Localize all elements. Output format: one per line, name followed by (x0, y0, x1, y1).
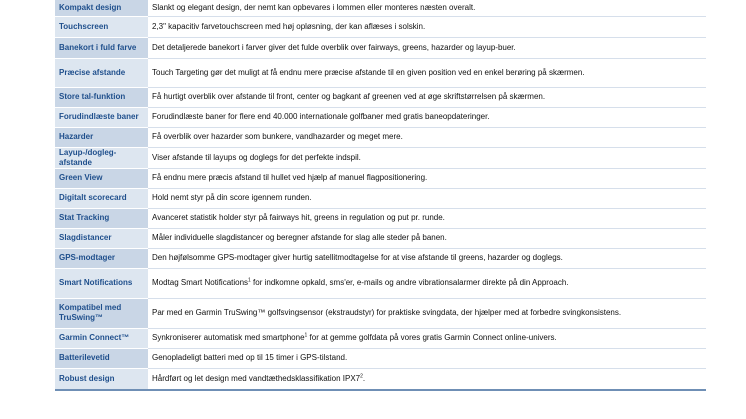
table-row (55, 168, 706, 188)
feature-name: Digitalt scorecard (55, 188, 148, 208)
feature-name: Slagdistancer (55, 228, 148, 248)
feature-table-container (55, 0, 706, 391)
feature-name: Stat Tracking (55, 208, 148, 228)
table-row (55, 127, 706, 147)
feature-description (148, 268, 706, 298)
table-row (55, 37, 706, 58)
feature-description: Det detaljerede banekort i farver giver det fulde overblik over fairways, greens, hazarder og layup-buer. (148, 37, 706, 58)
table-row (55, 147, 706, 168)
feature-name: Præcise afstande (55, 58, 148, 87)
feature-name: Layup-/dogleg-afstande (55, 147, 148, 168)
table-row (55, 16, 706, 37)
feature-description: 2,3" kapacitiv farvetouchscreen med høj opløsning, der kan aflæses i solskin. (148, 16, 706, 37)
table-row (55, 87, 706, 107)
feature-name: Forudindlæste baner (55, 107, 148, 127)
table-row (55, 298, 706, 328)
feature-description: Par med en Garmin TruSwing™ golfsvingsensor (ekstraudstyr) for praktiske svingdata, der hjælper med at forbedre svingkonsistens. (148, 298, 706, 328)
feature-name: Kompakt design (55, 0, 148, 16)
footnote-marker: 1 (304, 332, 308, 339)
feature-description: Få hurtigt overblik over afstande til front, center og bagkant af greenen ved at øge skriftstørrelsen på skærmen. (148, 87, 706, 107)
footnote-marker: 2 (360, 373, 363, 380)
feature-name: GPS-modtager (55, 248, 148, 268)
feature-name: Touchscreen (55, 16, 148, 37)
feature-description: Hold nemt styr på din score igennem runden. (148, 188, 706, 208)
table-row (55, 348, 706, 368)
feature-name: Batterilevetid (55, 348, 148, 368)
table-row (55, 368, 706, 390)
feature-name: Banekort i fuld farve (55, 37, 148, 58)
feature-description: Slankt og elegant design, der nemt kan opbevares i lommen eller monteres næsten overalt. (148, 0, 706, 16)
feature-description: Touch Targeting gør det muligt at få endnu mere præcise afstande til en given position ved en enkel berøring på skærmen. (148, 58, 706, 87)
feature-name: Green View (55, 168, 148, 188)
feature-table (55, 0, 706, 391)
desc-part: Synkroniserer automatisk med smartphone (152, 333, 305, 342)
feature-description: Forudindlæste baner for flere end 40.000 internationale golfbaner med gratis baneopdateringer. (148, 107, 706, 127)
feature-description: Genopladeligt batteri med op til 15 timer i GPS-tilstand. (148, 348, 706, 368)
feature-name: Store tal-funktion (55, 87, 148, 107)
table-row (55, 248, 706, 268)
table-row (55, 208, 706, 228)
footnote-marker: 1 (248, 277, 251, 284)
feature-description (148, 328, 706, 348)
table-row (55, 58, 706, 87)
feature-name: Smart Notifications (55, 268, 148, 298)
feature-description: Avanceret statistik holder styr på fairways hit, greens in regulation og put pr. runde. (148, 208, 706, 228)
feature-description: Få overblik over hazarder som bunkere, vandhazarder og meget mere. (148, 127, 706, 147)
table-row (55, 0, 706, 16)
table-row (55, 107, 706, 127)
table-row (55, 268, 706, 298)
table-row (55, 188, 706, 208)
desc-part: for at gemme golfdata på vores gratis Garmin Connect online-univers. (307, 333, 557, 342)
desc-part: Modtag Smart Notifications (152, 278, 249, 287)
feature-name: Garmin Connect™ (55, 328, 148, 348)
desc-part: for indkomne opkald, sms'er, e-mails og andre vibrationsalarmer direkte på din Approach. (250, 278, 569, 287)
feature-name: Kompatibel med TruSwing™ (55, 298, 148, 328)
desc-part: Hårdført og let design med vandtæthedsklassifikation IPX7 (152, 373, 361, 383)
feature-name: Hazarder (55, 127, 148, 147)
feature-name: Robust design (55, 368, 148, 390)
feature-description: Få endnu mere præcis afstand til hullet ved hjælp af manuel flagpositionering. (148, 168, 706, 188)
feature-description (148, 368, 706, 390)
feature-description: Den højfølsomme GPS-modtager giver hurtig satellitmodtagelse for at vise afstande til greens, hazarder og doglegs. (148, 248, 706, 268)
feature-description: Viser afstande til layups og doglegs for det perfekte indspil. (148, 147, 706, 168)
table-row (55, 328, 706, 348)
table-row (55, 228, 706, 248)
feature-description: Måler individuelle slagdistancer og beregner afstande for slag alle steder på banen. (148, 228, 706, 248)
desc-part: . (362, 373, 366, 383)
